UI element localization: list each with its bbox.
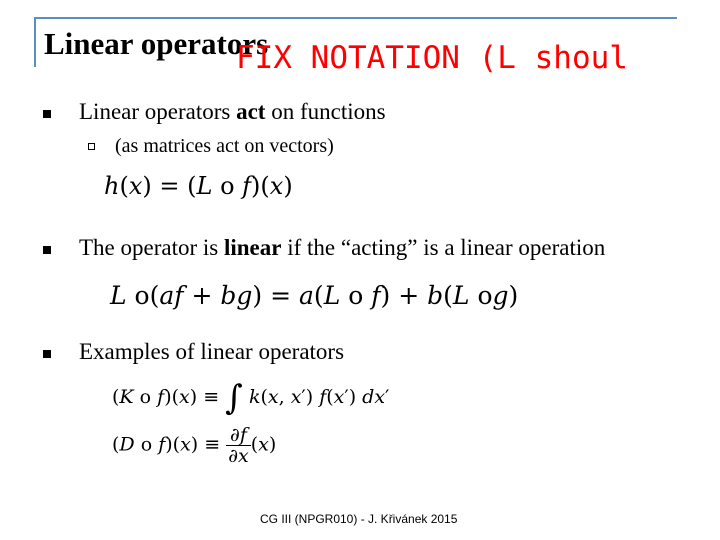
equation-integral: (K o f)(x) ≡ ∫ k(x, x′) f(x′) dx′ <box>112 378 390 418</box>
bullet-2-post: if the “acting” is a linear operation <box>281 235 606 260</box>
bullet-2-bold: linear <box>223 235 282 260</box>
sub-bullet-marker <box>88 143 95 150</box>
bullet-1-post: on functions <box>265 99 386 124</box>
bullet-1-pre: Linear operators <box>79 99 237 124</box>
bullet-2-text <box>79 235 605 261</box>
bullet-1-text <box>79 99 386 125</box>
equation-derivative: (D o f)(x) ≡ $\frac{\partial f}{\partial x}$ (x) <box>112 424 277 467</box>
equation-h: h(x) = (L o f)(x) <box>104 172 293 200</box>
partial-fraction: $\frac{\partial f}{\partial x}$ <box>228 424 249 467</box>
slide-footer: CG III (NPGR010) - J. Křivánek 2015 <box>260 512 458 526</box>
title-frame-top-rule <box>34 17 677 19</box>
bullet-2-pre: The operator is <box>79 235 224 260</box>
bullet-3-text: Examples of linear operators <box>79 339 345 364</box>
sub-bullet-text: (as matrices act on vectors) <box>115 135 334 157</box>
bullet-marker <box>43 350 51 358</box>
title-frame-left-rule <box>34 17 36 67</box>
bullet-marker <box>43 110 51 118</box>
equation-linearity: L o(af + bg) = a(L o f) + b(L og) <box>110 281 519 310</box>
bullet-1-bold: act <box>236 99 266 124</box>
slide-title: Linear operators <box>44 26 269 61</box>
notation-warning-overlay: FIX NOTATION (L shoul <box>236 40 628 76</box>
bullet-marker <box>43 246 51 254</box>
